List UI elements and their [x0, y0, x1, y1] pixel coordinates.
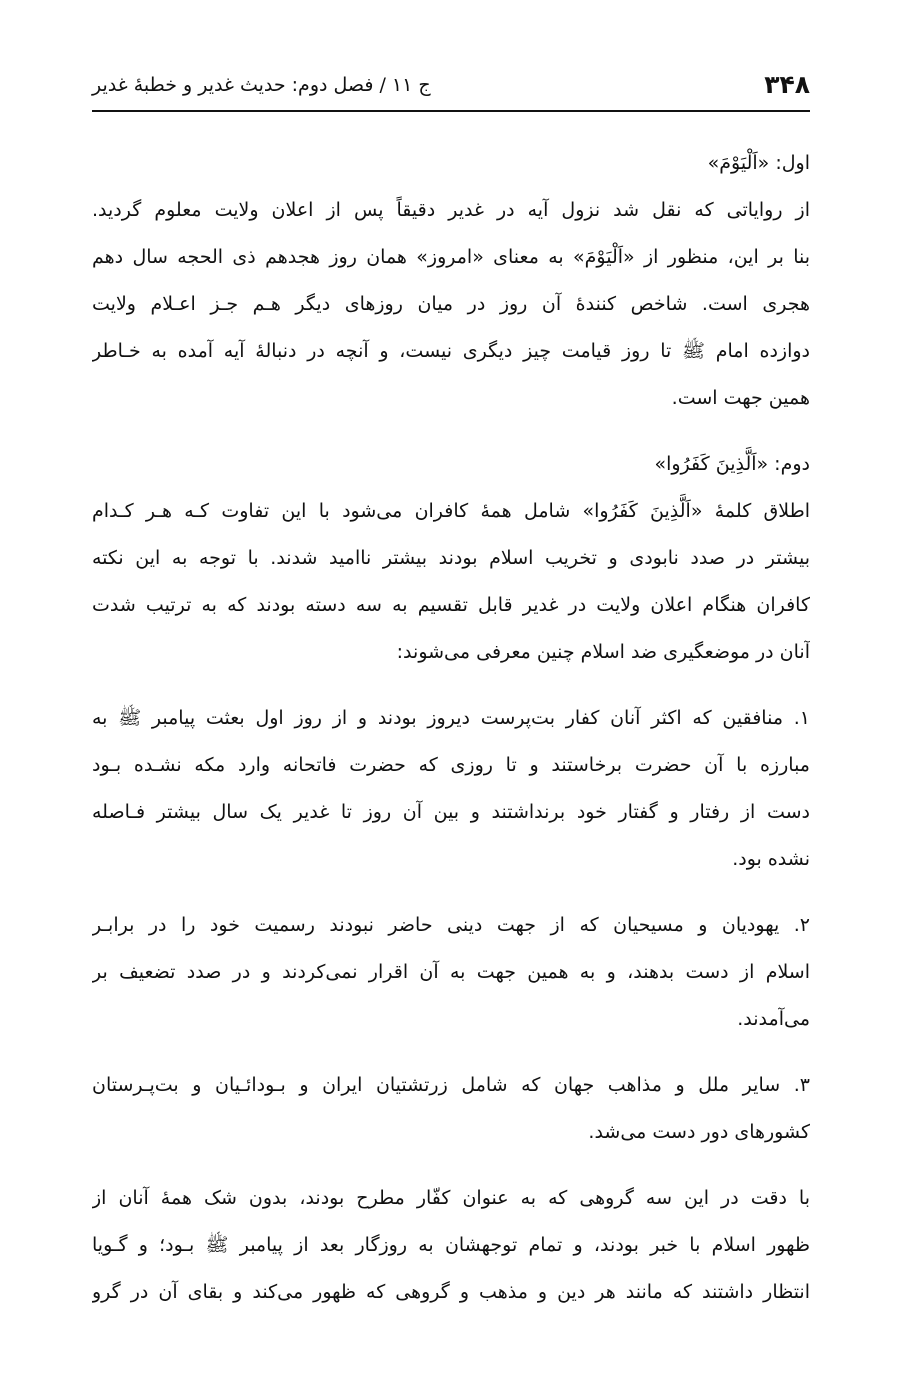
- book-page: [92, 0, 810, 1390]
- closing-paragraph-line: با دقت در این سه گروهی که به عنوان کفّار مطرح بودند، بدون شک همهٔ آنان از: [92, 1187, 810, 1209]
- body-text: [92, 140, 810, 1316]
- paragraph-line: از روایاتی که نقل شد نزول آیه در غدیر دقیقاً پس از اعلان ولایت معلوم گردید.: [92, 199, 810, 221]
- paragraph-line: کافران هنگام اعلان ولایت در غدیر قابل تقسیم به سه دسته بودند که به ترتیب شدت: [92, 594, 810, 616]
- list-item-1-line: ۱. منافقین که اکثر آنان کفار بت‌پرست دیروز بودند و از روز اول بعثت پیامبر ﷺ به: [92, 707, 810, 729]
- list-item-2-line: می‌آمدند.: [737, 1008, 810, 1030]
- paragraph-line: بنا بر این، منظور از «اَلْیَوْمَ» به معنای «امروز» همان روز هجدهم ذی الحجه سال دهم: [92, 246, 810, 268]
- list-item-1-line: مبارزه با آن حضرت برخاستند و تا روزی که حضرت فاتحانه وارد مکه نشـده بـود: [92, 754, 810, 776]
- section-heading-second: دوم: «اَلَّذِینَ کَفَرُوا»: [654, 453, 810, 475]
- paragraph-line: اطلاق کلمهٔ «اَلَّذِینَ کَفَرُوا» شامل همهٔ کافران می‌شود با این تفاوت کـه هـر کـدام: [92, 500, 810, 522]
- paragraph-line: هجری است. شاخص کنندهٔ آن روز در میان روزهای دیگر هـم جـز اعـلام ولایت: [92, 293, 810, 315]
- paragraph-line: دوازده امام ﷺ تا روز قیامت چیز دیگری نیست، و آنچه در دنبالهٔ آیه آمده به خـاطر: [92, 340, 810, 362]
- list-item-3-line: ۳. سایر ملل و مذاهب جهان که شامل زرتشتیان ایران و بـودائـیان و بت‌پـرستان: [92, 1074, 810, 1096]
- list-item-1-line: نشده بود.: [732, 848, 810, 870]
- list-item-2-line: اسلام از دست بدهند، و به همین جهت به آن اقرار نمی‌کردند و در صدد تضعیف بر: [92, 961, 810, 983]
- paragraph-line: همین جهت است.: [671, 387, 810, 409]
- list-item-3-line: کشورهای دور دست می‌شد.: [588, 1121, 810, 1143]
- paragraph-line: آنان در موضعگیری ضد اسلام چنین معرفی می‌شوند:: [396, 641, 810, 663]
- paragraph-line: بیشتر در صدد نابودی و تخریب اسلام بودند بیشتر ناامید شدند. با توجه به این نکته: [92, 547, 810, 569]
- list-item-2-line: ۲. یهودیان و مسیحیان که از جهت دینی حاضر نبودند رسمیت خود را در برابـر: [92, 914, 810, 936]
- closing-paragraph-line: انتظار داشتند که مانند هر دین و مذهب و گروهی که ظهور می‌کند و بقای آن در گرو: [92, 1281, 810, 1303]
- list-item-1-line: دست از رفتار و گفتار خود برنداشتند و بین آن روز تا غدیر یک سال بیشتر فـاصله: [92, 801, 810, 823]
- section-heading-first: اول: «اَلْیَوْمَ»: [707, 152, 810, 174]
- chapter-title: ج ۱۱ / فصل دوم: حدیث غدیر و خطبهٔ غدیر: [92, 74, 431, 96]
- page-number: ۳۴۸: [764, 70, 810, 99]
- running-header: [92, 66, 810, 112]
- closing-paragraph-line: ظهور اسلام با خبر بودند، و تمام توجهشان به روزگار بعد از پیامبر ﷺ بـود؛ و گـویا: [92, 1234, 810, 1256]
